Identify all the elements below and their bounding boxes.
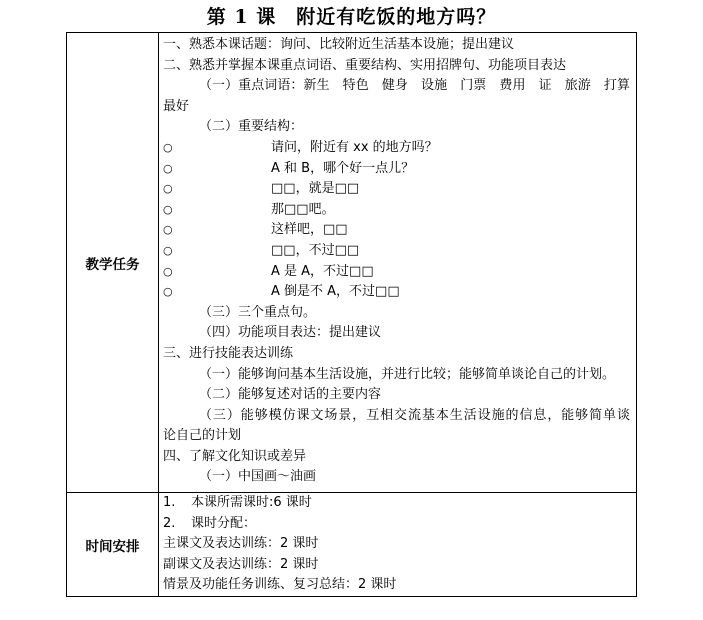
list-number: 1.: [163, 495, 176, 511]
list-item: ○ A 是 A，不过□□: [163, 262, 630, 283]
list-item: ○ 请问，附近有 xx 的地方吗？: [163, 138, 630, 159]
list-item: 一、熟悉本课话题：询问、比较附近生活基本设施；提出建议: [163, 37, 515, 52]
table-row: [67, 493, 637, 597]
list-item: 二、熟悉并掌握本课重点词语、重要结构、实用招牌句、功能项目表达: [163, 57, 567, 73]
lesson-title: 第 1 课 附近有吃饭的地方吗？: [206, 6, 497, 28]
bullet-icon: ○: [163, 243, 173, 257]
list-item: 2. 课时分配：: [163, 514, 630, 535]
list-item: （三）三个重点句。: [199, 304, 317, 320]
list-item: 论自己的计划: [163, 428, 242, 444]
list-item: （二）能够复述对话的主要内容: [199, 387, 382, 403]
list-item: （一）重点词语：新生 特色 健身 设施 门票 费用 证 旅游 打算: [199, 78, 630, 94]
time-label: 时间安排: [67, 493, 159, 597]
list-item: 四、了解文化知识或差异: [163, 448, 307, 464]
list-item: ○ A 倒是不 A，不过□□: [163, 282, 630, 303]
lesson-plan-table: [66, 32, 637, 597]
bullet-icon: ○: [163, 161, 173, 175]
bullet-icon: ○: [163, 285, 173, 299]
list-item: （一）能够询问基本生活设施，并进行比较；能够简单谈论自己的计划。: [199, 366, 616, 382]
list-item: 最好: [163, 98, 190, 114]
task-content: [159, 33, 637, 493]
list-item: （四）功能项目表达：提出建议: [199, 325, 382, 341]
list-item: （一）中国画～油画: [199, 469, 317, 485]
bullet-icon: ○: [163, 140, 173, 154]
table-row: [67, 33, 637, 493]
list-item: ○ □□，就是□□: [163, 179, 630, 200]
list-item: ○ A 和 B，哪个好一点儿？: [163, 159, 630, 180]
bullet-icon: ○: [163, 223, 173, 237]
list-item: ○ 那□□吧。: [163, 200, 630, 221]
list-item: 主课文及表达训练：2 课时: [163, 536, 319, 552]
list-item: 情景及功能任务训练、复习总结：2 课时: [163, 577, 397, 593]
list-item: 三、进行技能表达训练: [163, 345, 294, 361]
list-item: （二）重要结构：: [199, 119, 304, 135]
list-item: 1. 本课所需课时:6 课时: [163, 493, 630, 514]
list-number: 2.: [163, 515, 176, 531]
list-item: （三）能够模仿课文场景，互相交流基本生活设施的信息，能够简单谈: [199, 407, 630, 423]
bullet-icon: ○: [163, 264, 173, 278]
time-content: [159, 493, 637, 597]
task-label: 教学任务: [67, 33, 159, 493]
list-item: ○ 这样吧，□□: [163, 220, 630, 241]
list-item: 副课文及表达训练：2 课时: [163, 556, 319, 572]
list-item: ○ □□，不过□□: [163, 241, 630, 262]
bullet-icon: ○: [163, 202, 173, 216]
bullet-icon: ○: [163, 182, 173, 196]
